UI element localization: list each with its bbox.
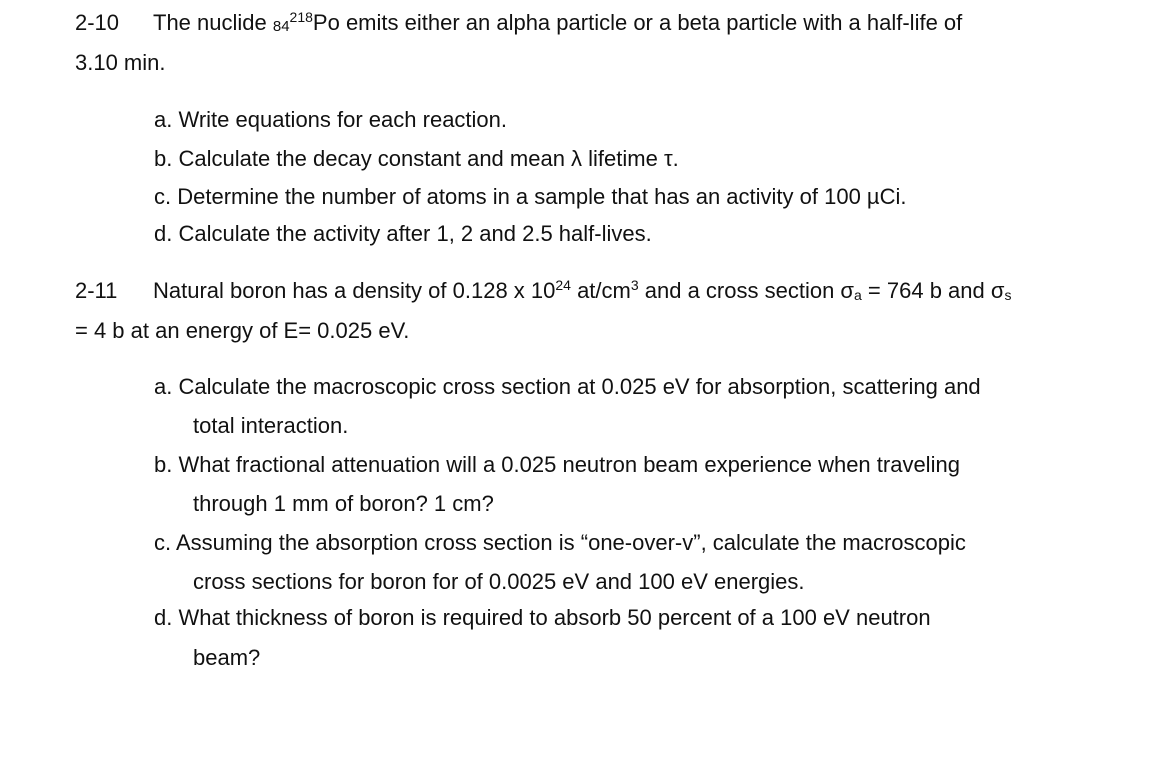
problem-2-11-part-b-line-1: b. What fractional attenuation will a 0.025 neutron beam experience when traveling: [154, 452, 960, 477]
problem-number: 2-10: [75, 10, 120, 35]
nuclide-atomic-number: 84: [272, 18, 290, 35]
problem-2-11-part-a-line-1: a. Calculate the macroscopic cross section at 0.025 eV for absorption, scattering and: [154, 374, 981, 399]
problem-2-10-part-d: d. Calculate the activity after 1, 2 and 2.5 half-lives.: [154, 221, 652, 246]
problem-2-10-part-c: c. Determine the number of atoms in a sample that has an activity of 100 µCi.: [154, 184, 907, 209]
problem-2-10-part-a: a. Write equations for each reaction.: [154, 107, 508, 132]
problem-2-11-part-c-line-2: cross sections for boron for of 0.0025 eV and 100 eV energies.: [193, 569, 805, 594]
problem-2-11-continuation: = 4 b at an energy of E= 0.025 eV.: [75, 318, 410, 343]
density-exponent: 24: [555, 277, 571, 293]
problem-2-11-part-c-line-1: c. Assuming the absorption cross section is “one-over-v”, calculate the macroscopic: [154, 530, 966, 555]
problem-text-1: Natural boron has a density of 0.128 x 10: [153, 278, 556, 303]
problem-2-11-part-b-line-2: through 1 mm of boron? 1 cm?: [193, 491, 494, 516]
problem-text-start: The nuclide: [153, 10, 273, 35]
problem-2-11-part-d-line-2: beam?: [193, 645, 261, 670]
volume-exponent: 3: [630, 277, 639, 293]
problem-text-end: emits either an alpha particle or a beta particle with a half-life of: [339, 10, 963, 35]
sigma-a-subscript: a: [854, 287, 862, 303]
problem-2-10-continuation: 3.10 min.: [75, 50, 166, 75]
problem-2-10-part-b: b. Calculate the decay constant and mean λ lifetime τ.: [154, 146, 679, 171]
problem-number: 2-11: [75, 278, 118, 303]
problem-2-10-heading: [75, 9, 963, 35]
sigma-s-subscript: s: [1004, 287, 1012, 303]
problem-text-4: = 764 b and σ: [861, 278, 1005, 303]
problem-text-2: at/cm: [570, 278, 631, 303]
problem-2-11-heading: [75, 277, 1012, 303]
nuclide-mass-number: 218: [289, 9, 313, 25]
nuclide-symbol: Po: [312, 10, 340, 35]
problem-2-11-part-a-line-2: total interaction.: [193, 413, 349, 438]
problem-text-3: and a cross section σ: [638, 278, 855, 303]
problem-2-11-part-d-line-1: d. What thickness of boron is required to absorb 50 percent of a 100 eV neutron: [154, 605, 931, 630]
